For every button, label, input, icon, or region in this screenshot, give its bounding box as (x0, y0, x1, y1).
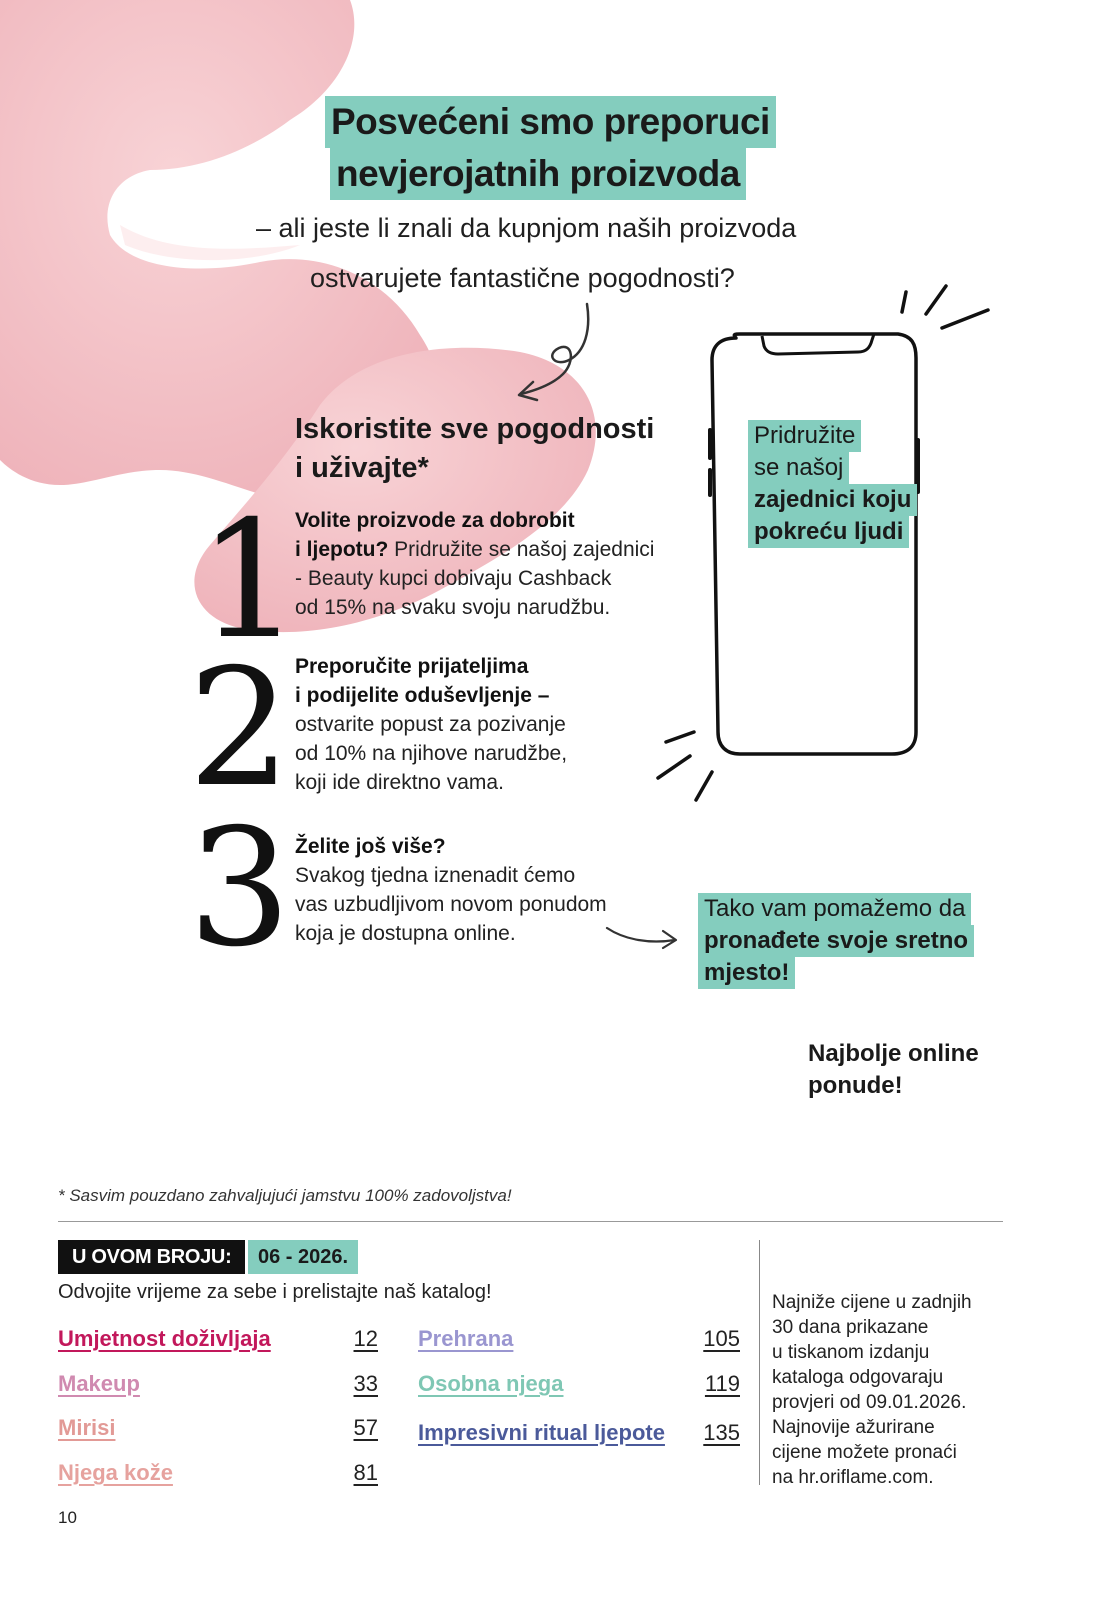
divider-horizontal (58, 1221, 1003, 1222)
step-1-rest: Pridružite se našoj zajednici (388, 538, 655, 561)
toc-link-njega-koze[interactable]: Njega kože (58, 1460, 173, 1485)
phone-illustration-icon (640, 280, 1020, 820)
step-2-line-3: ostvarite popust za pozivanje (295, 713, 566, 736)
prices-line: provjeri od 09.01.2026. (772, 1392, 967, 1413)
step-2-line-4: od 10% na njihove narudžbe, (295, 742, 568, 765)
headline (325, 96, 776, 200)
toc-link-makeup[interactable]: Makeup (58, 1371, 140, 1396)
step-3-bold-line-1: Želite još više? (295, 835, 446, 858)
arrow-right-icon (605, 918, 685, 958)
subheadline-line-2: ostvarujete fantastične pogodnosti? (310, 263, 735, 293)
divider-vertical (759, 1240, 760, 1485)
prices-line: Najniže cijene u zadnjih (772, 1292, 972, 1313)
step-2-bold-line-2: i podijelite oduševljenje – (295, 684, 550, 707)
online-line-1: Najbolje online (808, 1040, 979, 1067)
step-1-bold-line-1: Volite proizvode za dobrobit (295, 509, 575, 532)
toc-link-prehrana[interactable]: Prehrana (418, 1326, 514, 1351)
headline-line-2: nevjerojatnih proizvoda (330, 148, 746, 200)
phone-line-4: pokreću ljudi (748, 516, 909, 548)
step-1-text (295, 506, 695, 622)
prices-line: cijene možete pronaći (772, 1442, 957, 1463)
toc-page-njega-koze[interactable]: 81 (353, 1460, 378, 1485)
benefits-title (295, 410, 654, 488)
toc-page-umjetnost-dozivljaja[interactable]: 12 (353, 1326, 378, 1351)
footnote: * Sasvim pouzdano zahvaljujući jamstvu 100% zadovoljstva! (58, 1186, 512, 1205)
phone-line-1: Pridružite (748, 420, 861, 452)
toc-link-umjetnost-dozivljaja[interactable]: Umjetnost doživljaja (58, 1326, 271, 1351)
step-3-line-4: koja je dostupna online. (295, 922, 516, 945)
phone-line-3: zajednici koju (748, 484, 917, 516)
catalog-intro: Odvojite vrijeme za sebe i prelistajte naš katalog! (58, 1281, 492, 1303)
online-offers-text (808, 1038, 979, 1102)
online-line-2: ponude! (808, 1072, 903, 1099)
phone-community-text (748, 420, 917, 548)
toc-page-prehrana[interactable]: 105 (703, 1326, 740, 1351)
step-number-2: 2 (188, 635, 292, 823)
step-number-1: 1 (198, 487, 302, 675)
step-2-bold-line-1: Preporučite prijateljima (295, 655, 529, 678)
step-1-bold-line-2: i ljepotu? (295, 538, 389, 561)
prices-line: na hr.oriflame.com. (772, 1467, 934, 1488)
toc-link-mirisi[interactable]: Mirisi (58, 1415, 116, 1440)
toc-page-osobna-njega[interactable]: 119 (704, 1371, 740, 1396)
step-1-line-4: od 15% na svaku svoju narudžbu. (295, 596, 611, 619)
prices-line: u tiskanom izdanju (772, 1342, 930, 1363)
prices-note (772, 1290, 1002, 1490)
toc-page-mirisi[interactable]: 57 (353, 1415, 378, 1440)
step-2-text (295, 652, 695, 797)
toc-page-makeup[interactable]: 33 (353, 1371, 378, 1396)
prices-line: kataloga odgovaraju (772, 1367, 944, 1388)
prices-line: Najnovije ažurirane (772, 1417, 935, 1438)
step-3-line-2: Svakog tjedna iznenadit ćemo (295, 864, 576, 887)
benefits-title-line-2: i uživajte* (295, 452, 429, 484)
toc-link-impresivni-ritual[interactable]: Impresivni ritual ljepote (418, 1420, 665, 1445)
issue-label: U OVOM BROJU: (58, 1240, 245, 1274)
happy-line-1: Tako vam pomažemo da (698, 893, 971, 925)
step-1-line-3: - Beauty kupci dobivaju Cashback (295, 567, 612, 590)
step-number-3: 3 (188, 795, 292, 983)
step-3-line-3: vas uzbudljivom novom ponudom (295, 893, 607, 916)
phone-line-2: se našoj (748, 452, 849, 484)
step-2-line-5: koji ide direktno vama. (295, 771, 504, 794)
headline-line-1: Posvećeni smo preporuci (325, 96, 776, 148)
benefits-title-line-1: Iskoristite sve pogodnosti (295, 413, 655, 445)
toc-link-osobna-njega[interactable]: Osobna njega (418, 1371, 564, 1396)
issue-number: 06 - 2026. (248, 1240, 358, 1274)
curly-arrow-icon (505, 300, 615, 410)
happy-line-3: mjesto! (698, 957, 795, 989)
happy-place-text (698, 893, 974, 989)
page-number: 10 (58, 1508, 77, 1527)
prices-line: 30 dana prikazane (772, 1317, 929, 1338)
happy-line-2: pronađete svoje sretno (698, 925, 974, 957)
subheadline-line-1: – ali jeste li znali da kupnjom naših proizvoda (256, 213, 797, 243)
toc-page-impresivni-ritual[interactable]: 135 (703, 1420, 740, 1445)
